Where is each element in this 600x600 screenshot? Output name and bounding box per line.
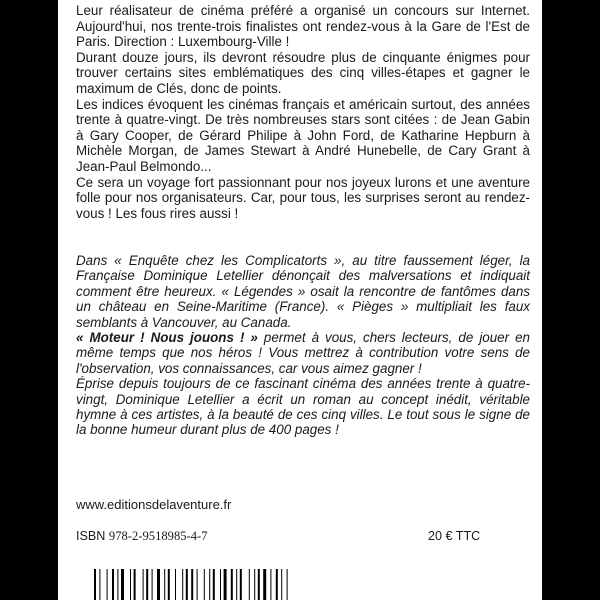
barcode-bar — [231, 569, 233, 600]
barcode-bar — [186, 569, 188, 600]
barcode-bar — [99, 569, 100, 600]
barcode-bar — [236, 569, 237, 600]
barcode-bar — [157, 569, 160, 600]
barcode-bar — [276, 569, 278, 600]
book-title: « Moteur ! Nous jouons ! » — [76, 330, 258, 346]
barcode-bar — [287, 569, 288, 600]
barcode-bar — [168, 569, 170, 600]
barcode-bar — [164, 569, 165, 600]
barcode-bar — [281, 569, 282, 600]
blurb-line: Ce sera un voyage fort passionnant pour nos joyeux lurons et une aventure folle pour nos organisateurs. Car, pour tous, les surprises seront au rendez-vous ! Les fous rires aussi ! — [76, 174, 530, 221]
barcode-bar — [182, 569, 183, 600]
blurb-line: Durant douze jours, ils devront résoudre plus de cinquante énigmes pour trouver certains sites emblématiques des cinq villes-étapes et gagner le maximum de Clés, donc de points. — [76, 49, 530, 96]
blurb-paragraph-2 — [76, 253, 530, 438]
barcode-bar — [197, 569, 198, 600]
blurb-line: Les indices évoquent les cinémas français et américain surtout, des années trente à quatre-vingt. De très nombreuses stars sont citées : de Jean Gabin à Gary Cooper, de Gérard Philipe à John Ford, de Katharine Hepburn à Michèle Morgan, de James Stewart à André Hunebelle, de Cary Grant à Jean-Paul Belmondo... — [76, 96, 530, 174]
barcode-bar — [224, 569, 227, 600]
barcode-bar — [107, 569, 108, 600]
barcode-bar — [112, 569, 114, 600]
author-previous-works: Dans « Enquête chez les Complicatorts », au titre faussement léger, la Française Dominique Letellier dénonçait des malversations et indiquait comment être heureux. « Légendes » osait la rencontre de fantômes dans un château en Seine-Maritime (France). « Pièges » multipliait les faux semblants à Vancouver, au Canada. — [76, 253, 530, 330]
barcode-bar — [130, 569, 131, 600]
barcode-bar — [175, 569, 176, 600]
author-closing: Éprise depuis toujours de ce fascinant cinéma des années trente à quatre-vingt, Dominique Letellier a écrit un roman au concept inédit, véritable hymne à ces artistes, à la beauté de ces cinq villes. Le tout sous le signe de la bonne humeur durant plus de 400 pages ! — [76, 376, 530, 438]
barcode-bar — [254, 569, 255, 600]
isbn-label: ISBN — [76, 529, 106, 543]
barcode-bar — [191, 569, 193, 600]
book-pitch — [76, 330, 530, 376]
blurb-paragraph-1 — [76, 3, 530, 221]
isbn-number: 978-2-9518985-4-7 — [108, 529, 208, 543]
barcode-bar — [249, 569, 250, 600]
barcode-bar — [270, 569, 271, 600]
barcode-bar — [204, 569, 205, 600]
barcode-bar — [94, 569, 96, 600]
publisher-website[interactable]: www.editionsdelaventure.fr — [76, 497, 232, 512]
barcode — [94, 569, 344, 600]
price: 20 € TTC — [428, 529, 481, 543]
barcode-bar — [134, 569, 136, 600]
barcode-bar — [213, 569, 215, 600]
barcode-bar — [240, 569, 242, 600]
book-pitch-text: permet à vous, chers lecteurs, de jouer en même temps que nos héros ! Vous mettrez à contribution votre sens de l'observation, vos connaissances, car vous aimez gagner ! — [76, 330, 530, 376]
barcode-bar — [258, 569, 260, 600]
barcode-bar — [209, 569, 210, 600]
back-cover — [58, 0, 542, 600]
barcode-bar — [117, 569, 118, 600]
blurb-line: Leur réalisateur de cinéma préféré a organisé un concours sur Internet. Aujourd'hui, nos trente-trois finalistes ont rendez-vous à la Gare de l'Est de Paris. Direction : Luxembourg-Ville ! — [76, 3, 530, 50]
barcode-bar — [121, 569, 124, 600]
isbn — [76, 529, 208, 544]
barcode-bar — [143, 569, 144, 600]
barcode-bar — [146, 569, 148, 600]
barcode-bar — [263, 569, 266, 600]
barcode-bar — [152, 569, 153, 600]
barcode-bar — [220, 569, 221, 600]
